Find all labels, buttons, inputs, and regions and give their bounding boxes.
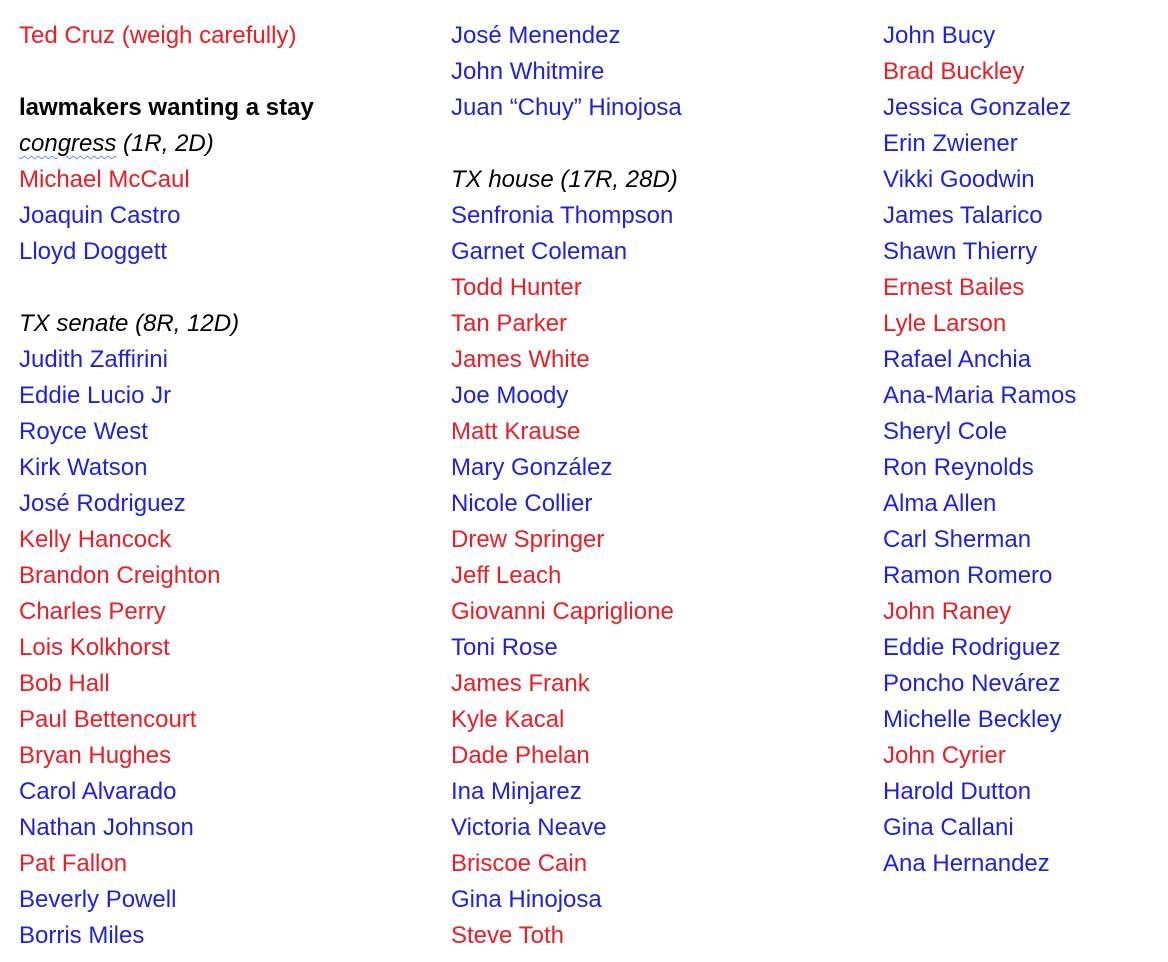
democrat-lawmaker-nathan-johnson: Nathan Johnson [19,814,194,841]
group-heading [19,126,439,162]
democrat-lawmaker-ron-reynolds: Ron Reynolds [883,454,1034,481]
republican-lawmaker-kelly-hancock: Kelly Hancock [19,526,172,553]
democrat-lawmaker-sheryl-cole: Sheryl Cole [883,418,1008,445]
democrat-lawmaker-john-whitmire: John Whitmire [451,58,605,85]
section-title: lawmakers wanting a stay [19,94,314,121]
democrat-lawmaker-erin-zwiener: Erin Zwiener [883,130,1018,157]
democrat-lawmaker-eddie-rodriguez: Eddie Rodriguez [883,634,1061,661]
democrat-lawmaker-garnet-coleman: Garnet Coleman [451,238,628,265]
democrat-lawmaker-james-talarico: James Talarico [883,202,1043,229]
republican-lawmaker-james-frank: James Frank [451,670,590,697]
republican-lawmaker-todd-hunter: Todd Hunter [451,274,582,301]
democrat-lawmaker-beverly-powell: Beverly Powell [19,886,177,913]
democrat-lawmaker-michelle-beckley: Michelle Beckley [883,706,1062,733]
democrat-lawmaker-harold-dutton: Harold Dutton [883,778,1032,805]
democrat-lawmaker-jessica-gonzalez: Jessica Gonzalez [883,94,1072,121]
republican-lawmaker-pat-fallon: Pat Fallon [19,850,128,877]
democrat-lawmaker-lloyd-doggett: Lloyd Doggett [19,238,168,265]
republican-lawmaker-jeff-leach: Jeff Leach [451,562,562,589]
republican-lawmaker-paul-bettencourt: Paul Bettencourt [19,706,197,733]
democrat-lawmaker-juan-chuy-hinojosa: Juan “Chuy” Hinojosa [451,94,682,121]
democrat-lawmaker-victoria-neave: Victoria Neave [451,814,607,841]
republican-lawmaker-brad-buckley: Brad Buckley [883,58,1025,85]
democrat-lawmaker-eddie-lucio-jr: Eddie Lucio Jr [19,382,172,409]
democrat-lawmaker-toni-rose: Toni Rose [451,634,558,661]
democrat-lawmaker-judith-zaffirini: Judith Zaffirini [19,346,168,373]
blank-line [451,126,871,162]
republican-lawmaker-tan-parker: Tan Parker [451,310,568,337]
republican-lawmaker-james-white: James White [451,346,590,373]
democrat-lawmaker-joe-moody: Joe Moody [451,382,569,409]
democrat-lawmaker-mary-gonzalez: Mary González [451,454,613,481]
republican-lawmaker-bob-hall: Bob Hall [19,670,110,697]
democrat-lawmaker-ina-minjarez: Ina Minjarez [451,778,582,805]
heading-counts: (1R, 2D) [116,130,214,157]
democrat-lawmaker-carl-sherman: Carl Sherman [883,526,1032,553]
republican-lawmaker-kyle-kacal: Kyle Kacal [451,706,565,733]
republican-lawmaker-ted-cruz-weigh-carefully: Ted Cruz (weigh carefully) [19,22,297,49]
democrat-lawmaker-ramon-romero: Ramon Romero [883,562,1053,589]
blank-line [19,54,439,90]
democrat-lawmaker-john-bucy: John Bucy [883,22,996,49]
republican-lawmaker-michael-mccaul: Michael McCaul [19,166,190,193]
democrat-lawmaker-gina-callani: Gina Callani [883,814,1014,841]
democrat-lawmaker-alma-allen: Alma Allen [883,490,997,517]
republican-lawmaker-briscoe-cain: Briscoe Cain [451,850,588,877]
democrat-lawmaker-ana-hernandez: Ana Hernandez [883,850,1050,877]
republican-lawmaker-john-cyrier: John Cyrier [883,742,1006,769]
democrat-lawmaker-poncho-nevarez: Poncho Nevárez [883,670,1061,697]
blank-line [19,270,439,306]
republican-lawmaker-lois-kolkhorst: Lois Kolkhorst [19,634,170,661]
republican-lawmaker-ernest-bailes: Ernest Bailes [883,274,1025,301]
democrat-lawmaker-vikki-goodwin: Vikki Goodwin [883,166,1035,193]
democrat-lawmaker-shawn-thierry: Shawn Thierry [883,238,1038,265]
democrat-lawmaker-rafael-anchia: Rafael Anchia [883,346,1032,373]
democrat-lawmaker-jose-menendez: José Menendez [451,22,621,49]
group-heading: TX house (17R, 28D) [451,166,678,193]
democrat-lawmaker-carol-alvarado: Carol Alvarado [19,778,177,805]
democrat-lawmaker-royce-west: Royce West [19,418,148,445]
republican-lawmaker-charles-perry: Charles Perry [19,598,166,625]
republican-lawmaker-giovanni-capriglione: Giovanni Capriglione [451,598,674,625]
republican-lawmaker-matt-krause: Matt Krause [451,418,581,445]
republican-lawmaker-drew-springer: Drew Springer [451,526,605,553]
democrat-lawmaker-senfronia-thompson: Senfronia Thompson [451,202,674,229]
column-middle [451,18,871,954]
column-left [19,18,439,954]
democrat-lawmaker-borris-miles: Borris Miles [19,922,145,949]
democrat-lawmaker-jose-rodriguez: José Rodriguez [19,490,186,517]
republican-lawmaker-brandon-creighton: Brandon Creighton [19,562,221,589]
column-right [883,18,1168,882]
republican-lawmaker-lyle-larson: Lyle Larson [883,310,1007,337]
republican-lawmaker-steve-toth: Steve Toth [451,922,564,949]
democrat-lawmaker-nicole-collier: Nicole Collier [451,490,593,517]
democrat-lawmaker-ana-maria-ramos: Ana-Maria Ramos [883,382,1077,409]
republican-lawmaker-john-raney: John Raney [883,598,1012,625]
republican-lawmaker-bryan-hughes: Bryan Hughes [19,742,172,769]
republican-lawmaker-dade-phelan: Dade Phelan [451,742,590,769]
spellcheck-word: congress [19,130,117,157]
democrat-lawmaker-kirk-watson: Kirk Watson [19,454,148,481]
group-heading: TX senate (8R, 12D) [19,310,240,337]
democrat-lawmaker-joaquin-castro: Joaquin Castro [19,202,181,229]
democrat-lawmaker-gina-hinojosa: Gina Hinojosa [451,886,602,913]
